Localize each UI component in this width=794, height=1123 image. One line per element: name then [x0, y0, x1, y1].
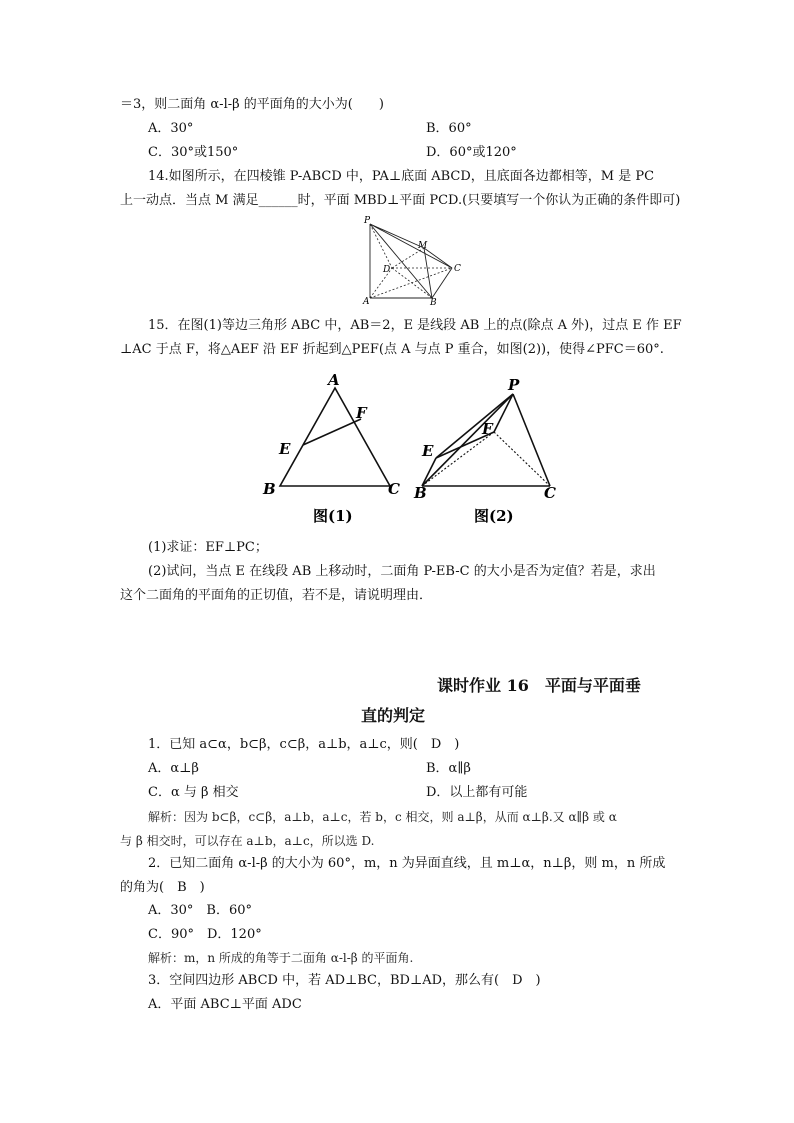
- fig2-label-f: F: [482, 420, 493, 438]
- p1-option-d: D．以上都有可能: [426, 785, 528, 800]
- p1-option-b: B．α∥β: [426, 761, 471, 776]
- q13-option-a: A．30°: [148, 121, 194, 136]
- p2-solution: 解析：m，n 所成的角等于二面角 α-l-β 的平面角.: [148, 951, 414, 965]
- q14-line1: 14.如图所示，在四棱锥 P-ABCD 中，PA⊥底面 ABCD，且底面各边都相等，M 是 PC: [148, 169, 655, 184]
- p1-solution-line1: 解析：因为 b⊂β，c⊂β，a⊥b，a⊥c，若 b，c 相交，则 a⊥β，从而 α⊥β.又 α∥β 或 α: [148, 810, 617, 824]
- q15-part1: (1)求证：EF⊥PC；: [148, 540, 268, 555]
- q14-label-b: B: [430, 298, 437, 306]
- fig1-label-f: F: [356, 404, 367, 422]
- q14-label-d: D: [383, 265, 391, 275]
- section-title-line1: 课时作业 16 平面与平面垂: [437, 676, 641, 695]
- q14-label-m: M: [418, 241, 428, 251]
- q14-pyramid-figure: [360, 214, 470, 306]
- fig1-caption: 图(1): [313, 507, 353, 525]
- q15-figure-2: [410, 372, 570, 530]
- fig1-label-b: B: [263, 480, 276, 498]
- p2-stem-line2: 的角为( B ): [120, 880, 205, 895]
- fig2-caption: 图(2): [474, 507, 514, 525]
- fig1-label-e: E: [279, 440, 291, 458]
- p1-option-c: C．α 与 β 相交: [148, 785, 239, 800]
- fig2-label-b: B: [414, 484, 427, 502]
- q14-line2: 上一动点．当点 M 满足______时，平面 MBD⊥平面 PCD.(只要填写一个你认为正确的条件即可): [120, 193, 681, 208]
- q13-option-c: C．30°或150°: [148, 145, 239, 160]
- p2-options-line1: A．30° B．60°: [148, 903, 253, 918]
- p1-solution-line2: 与 β 相交时，可以存在 a⊥b，a⊥c，所以选 D.: [120, 834, 375, 848]
- p3-option-a: A．平面 ABC⊥平面 ADC: [148, 997, 302, 1012]
- fig2-label-p: P: [508, 376, 520, 394]
- fig2-label-c: C: [544, 484, 556, 502]
- q15-line2: ⊥AC 于点 F，将△AEF 沿 EF 折起到△PEF(点 A 与点 P 重合，如图(2))，使得∠PFC＝60°.: [120, 342, 664, 357]
- p2-options-line2: C．90° D．120°: [148, 927, 262, 942]
- fig1-label-a: A: [328, 371, 340, 389]
- q14-label-a: A: [363, 297, 370, 306]
- q15-figure-1: [255, 368, 415, 530]
- p2-stem-line1: 2．已知二面角 α-l-β 的大小为 60°，m，n 为异面直线，且 m⊥α，n⊥β，则 m，n 所成: [148, 856, 666, 871]
- p1-option-a: A．α⊥β: [148, 761, 199, 776]
- section-title-line2: 直的判定: [361, 706, 426, 725]
- q15-part2-line2: 这个二面角的平面角的正切值，若不是，请说明理由．: [120, 588, 433, 603]
- q15-line1: 15．在图(1)等边三角形 ABC 中，AB＝2，E 是线段 AB 上的点(除点 A 外)，过点 E 作 EF: [148, 318, 682, 333]
- q14-label-p: P: [364, 216, 371, 226]
- p1-stem: 1．已知 a⊂α，b⊂β，c⊂β，a⊥b，a⊥c，则( D ): [148, 737, 460, 752]
- fig2-label-e: E: [422, 442, 434, 460]
- q13-stem-end: ＝3，则二面角 α-l-β 的平面角的大小为( ): [120, 97, 384, 112]
- p3-stem: 3．空间四边形 ABCD 中，若 AD⊥BC，BD⊥AD，那么有( D ): [148, 973, 541, 988]
- fig1-label-c: C: [388, 480, 400, 498]
- q14-label-c: C: [454, 264, 461, 274]
- q15-part2-line1: (2)试问，当点 E 在线段 AB 上移动时，二面角 P-EB-C 的大小是否为定值？若是，求出: [148, 564, 656, 579]
- q13-option-d: D．60°或120°: [426, 145, 517, 160]
- q13-option-b: B．60°: [426, 121, 472, 136]
